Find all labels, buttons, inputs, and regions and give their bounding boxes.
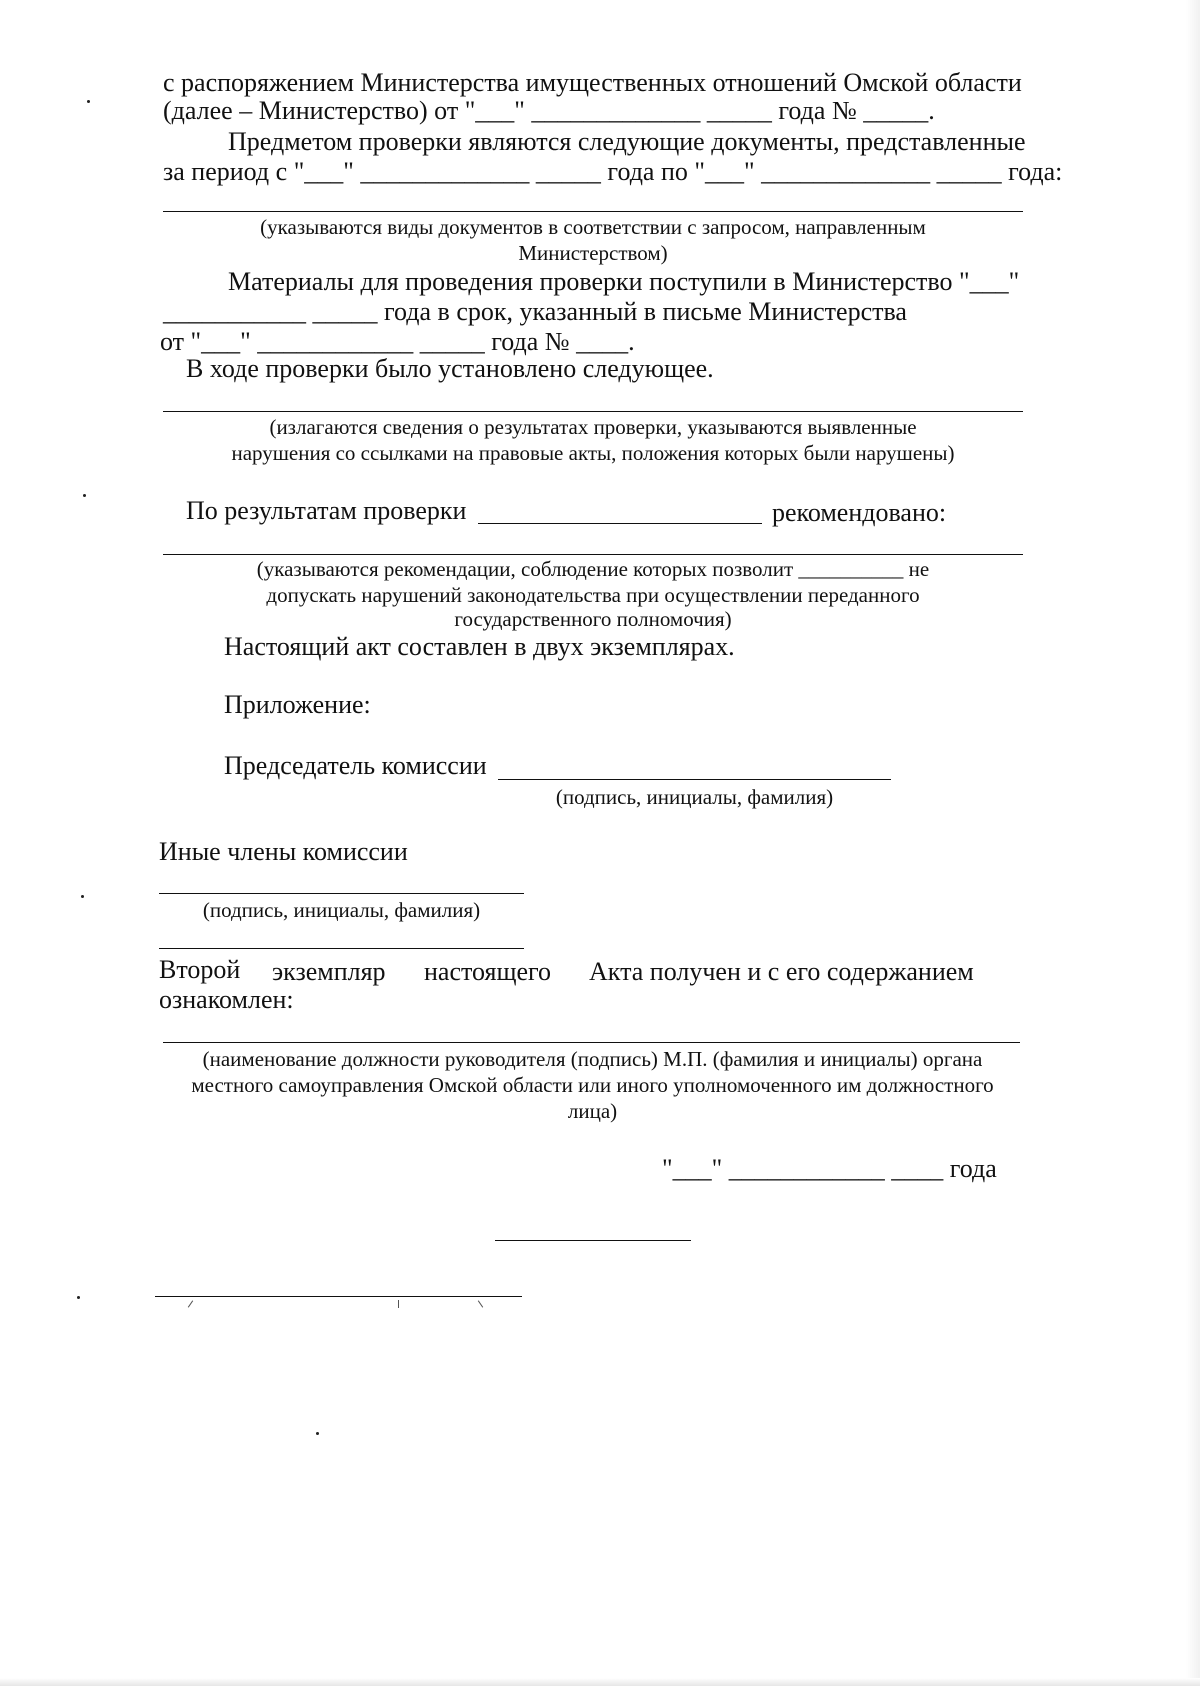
- scan-mark: [398, 1300, 399, 1308]
- note-recommendations-2: допускать нарушений законодательства при осуществлении переданного: [266, 583, 920, 607]
- text-line-2: (далее – Министерство) от "___" _____________ _____ года № _____.: [163, 96, 935, 125]
- recipient-line: [163, 1042, 1020, 1043]
- member-signature-caption: (подпись, инициалы, фамилия): [202, 898, 481, 922]
- text-line-9-start: По результатам проверки: [186, 496, 467, 525]
- members-label: Иные члены комиссии: [159, 837, 408, 866]
- results-by-line: [478, 523, 762, 524]
- recommendations-line: [163, 554, 1023, 555]
- scan-dot: [77, 1296, 80, 1299]
- note-results-2: нарушения со ссылками на правовые акты, положения которых были нарушены): [231, 441, 955, 465]
- text-line-9-end: рекомендовано:: [772, 498, 947, 527]
- scan-mark: [478, 1300, 483, 1307]
- scan-bottom-edge: [0, 1678, 1200, 1686]
- text-line-5: Материалы для проведения проверки поступили в Министерство "___": [228, 267, 1020, 296]
- date-line: "___" ____________ ____ года: [662, 1154, 997, 1183]
- footer-line: [155, 1296, 522, 1297]
- note-recipient-3: лица): [567, 1099, 618, 1123]
- text-line-10: Настоящий акт составлен в двух экземплярах.: [224, 632, 735, 661]
- member-signature-line: [159, 893, 524, 894]
- scan-edge: [1186, 0, 1200, 1686]
- scan-dot: [87, 100, 90, 103]
- chairman-signature-line: [498, 779, 891, 780]
- note-documents-1: (указываются виды документов в соответствии с запросом, направленным: [260, 215, 926, 239]
- results-line: [163, 411, 1023, 412]
- text-line-6: ___________ _____ года в срок, указанный в письме Министерства: [163, 297, 907, 326]
- text-line-14-w1: Второй: [159, 955, 241, 984]
- note-documents-2: Министерством): [518, 241, 668, 265]
- text-line-14-w2: экземпляр: [272, 957, 386, 986]
- documents-line: [163, 211, 1023, 212]
- note-results-1: (излагаются сведения о результатах проверки, указываются выявленные: [269, 415, 917, 439]
- note-recipient-2: местного самоуправления Омской области или иного уполномоченного им должностного: [191, 1073, 994, 1097]
- note-recommendations-1: (указываются рекомендации, соблюдение которых позволит __________ не: [256, 557, 930, 581]
- text-line-14-w4: Акта получен и с его содержанием: [589, 957, 974, 986]
- text-line-8: В ходе проверки было установлено следующее.: [186, 354, 714, 383]
- text-line-11: Приложение:: [224, 690, 371, 719]
- scan-mark: [188, 1300, 193, 1307]
- text-line-1: с распоряжением Министерства имущественных отношений Омской области: [163, 68, 1022, 97]
- text-line-4: за период с "___" _____________ _____ года по "___" _____________ _____ года:: [163, 157, 1063, 186]
- scan-dot: [83, 494, 86, 497]
- member-signature-line-2: [159, 948, 524, 949]
- note-recipient-1: (наименование должности руководителя (подпись) М.П. (фамилия и инициалы) органа: [202, 1047, 983, 1071]
- note-recommendations-3: государственного полномочия): [454, 607, 732, 631]
- text-line-15: ознакомлен:: [159, 985, 294, 1014]
- text-line-14-w3: настоящего: [424, 957, 552, 986]
- scan-dot: [81, 895, 84, 898]
- chairman-signature-caption: (подпись, инициалы, фамилия): [555, 785, 834, 809]
- scan-dot: [316, 1432, 319, 1435]
- text-line-3: Предметом проверки являются следующие документы, представленные: [228, 127, 1026, 156]
- chairman-label: Председатель комиссии: [224, 751, 487, 780]
- separator-line: [495, 1240, 691, 1241]
- text-line-7: от "___" ____________ _____ года № ____.: [160, 327, 635, 356]
